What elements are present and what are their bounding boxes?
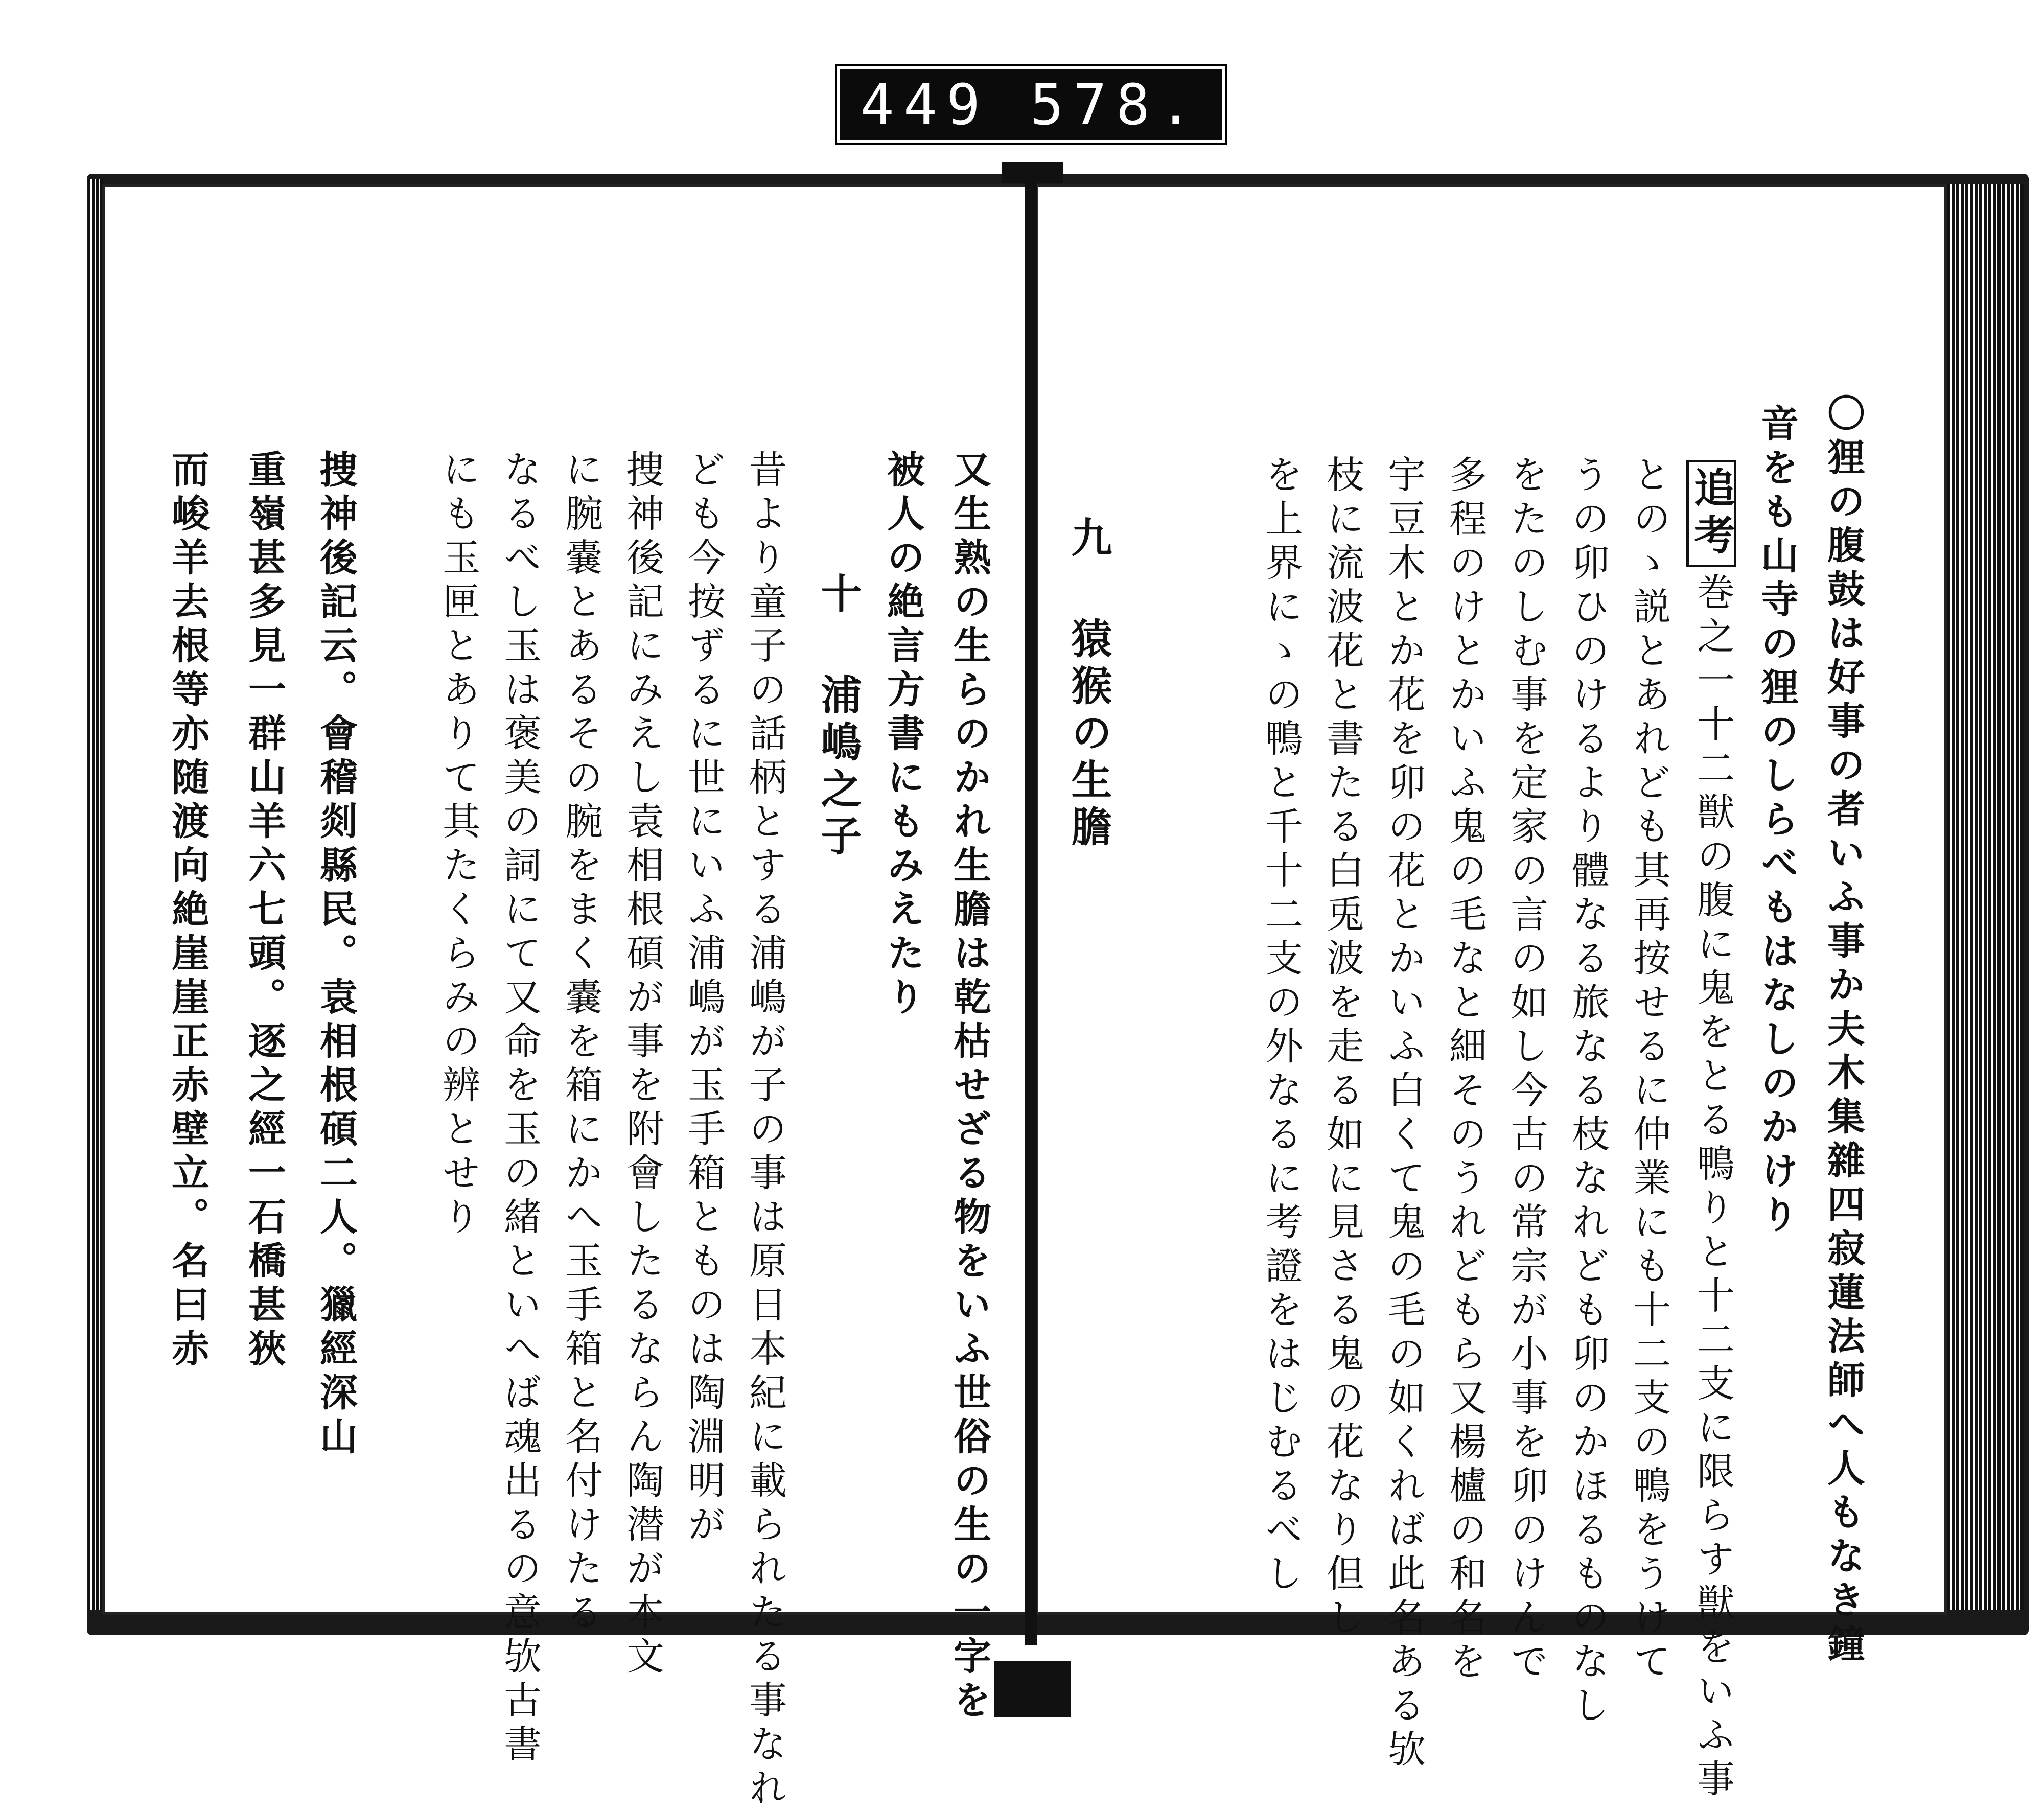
text-column: なるべし玉は褒美の詞にて又命を玉の緒といへば魂出るの意欤古書 xyxy=(498,450,542,1768)
gutter-clip-bottom xyxy=(994,1661,1071,1717)
book-gutter xyxy=(1025,174,1037,1645)
section-heading: 十 浦嶋之子 xyxy=(814,572,862,862)
text-column: をたのしむ事を定家の言の如し今古の常宗が小事を卯のけんで xyxy=(1504,455,1548,1685)
text-column: にも玉匣とありて其たくらみの辨とせり xyxy=(436,450,480,1241)
gutter-clip-top xyxy=(1002,162,1063,183)
text-column: うの卯ひのけるより體なる旅なる枝なれども卯のかほるものなし xyxy=(1566,455,1610,1729)
text-column: 多程のけとかいふ鬼の毛なと細そのうれどもら又楊櫨の和名を xyxy=(1443,455,1487,1685)
text-column: 宇豆木とか花を卯の花とかいふ白くて鬼の毛の如くれば此名ある欤 xyxy=(1382,455,1426,1773)
text-column: とのゝ説とあれども其再按せるに仲業にも十二支の鴨をうけて xyxy=(1627,455,1671,1685)
text-column: 捜神後記云。會稽剡縣民。袁相根碩二人。獵經深山 xyxy=(314,450,358,1460)
section-heading: 九 猿猴の生膽 xyxy=(1064,516,1112,852)
text-column: ども今按ずるに世にいふ浦嶋が玉手箱とものは陶淵明が xyxy=(682,450,726,1548)
page-edges-left xyxy=(88,179,103,1610)
text-column: 巻之一十二獣の腹に鬼をとる鴨りと十二支に限らす獣をいふ事 xyxy=(1691,572,1735,1803)
text-column: 重嶺甚多見一群山羊六七頭。逐之經一石橋甚狹 xyxy=(242,450,286,1373)
right-page xyxy=(1037,184,1947,1615)
text-column: 而峻羊去根等亦随渡向絶崖崖正赤壁立。名曰赤 xyxy=(166,450,210,1373)
text-column: を上界にゝの鴨と千十二支の外なるに考證をはじむるべし xyxy=(1259,455,1303,1597)
text-column: 枝に流波花と書たる白兎波を走る如に見さる鬼の花なり但し xyxy=(1320,455,1364,1641)
text-column: に腕嚢とあるその腕をまく嚢を箱にかへ玉手箱と名付けたる xyxy=(559,450,603,1636)
frame-number-right: 578. xyxy=(1030,72,1202,137)
text-column: 昔より童子の話柄とする浦嶋が子の事は原日本紀に載られたる事なれ xyxy=(743,450,787,1812)
frame-number-left: 449 xyxy=(860,72,990,137)
section-label-tsuiko: 追考 xyxy=(1686,460,1736,567)
text-column: 音をも山寺の狸のしらべもはなしのかけり xyxy=(1755,404,1799,1239)
page-edges-right xyxy=(1947,184,2024,1610)
text-column: 又生熟の生らのかれ生膽は乾枯せざる物をいふ世俗の生の一字を xyxy=(947,450,991,1724)
text-column: 〇狸の腹鼓は好事の者いふ事か夫木集雜四寂蓮法師へ人もなき鐘 xyxy=(1821,393,1865,1668)
frame-number-label xyxy=(837,66,1225,143)
text-column: 捜神後記にみえし袁相根碩が事を附會したるならん陶潜が本文 xyxy=(620,450,664,1680)
text-column: 被人の絶言方書にもみえたり xyxy=(881,450,925,1021)
